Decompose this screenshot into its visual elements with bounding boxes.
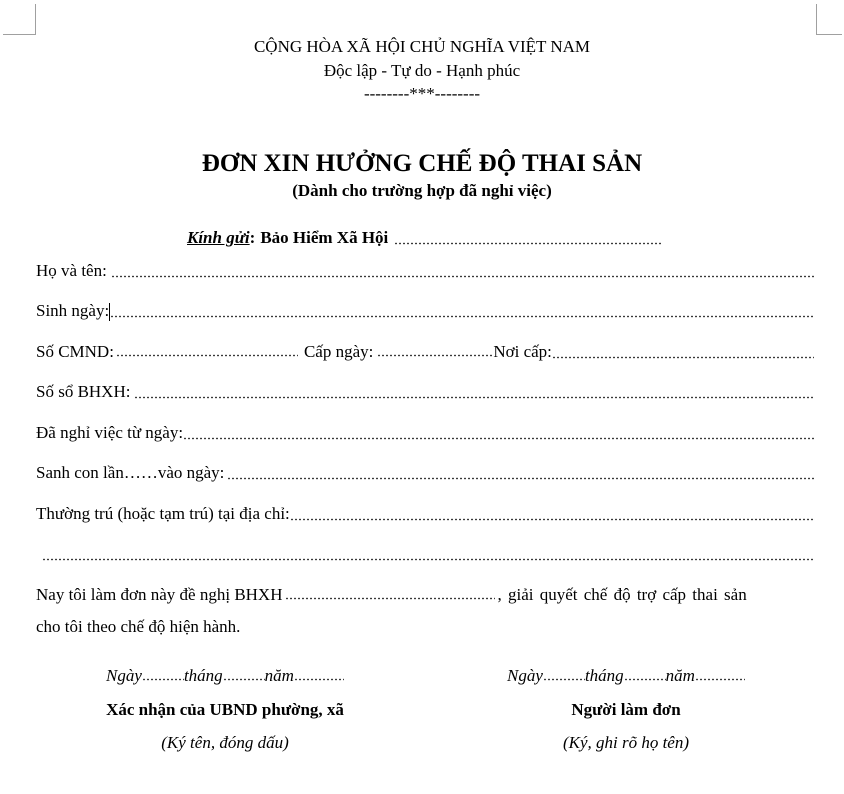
margin-mark-top-right: [816, 34, 842, 35]
field-quit-date: [36, 423, 814, 445]
document-subtitle: (Dành cho trường hợp đã nghỉ việc): [292, 181, 552, 200]
day-label: Ngày: [507, 666, 543, 685]
signature-left-date: [35, 666, 415, 686]
motto: Độc lập - Tự do - Hạnh phúc: [323, 61, 521, 80]
field-label: Số sổ BHXH:: [36, 382, 131, 401]
margin-mark-top-right: [816, 4, 817, 35]
field-blank[interactable]: [110, 315, 814, 318]
field-label: Thường trú (hoặc tạm trú) tại địa chỉ:: [36, 504, 290, 523]
field-address-continued: [42, 544, 814, 566]
request-line-2: cho tôi theo chế độ hiện hành.: [36, 617, 241, 636]
field-label: Nơi cấp:: [493, 342, 552, 361]
month-label: tháng: [584, 666, 624, 685]
field-blank[interactable]: [290, 518, 814, 521]
field-blank[interactable]: [183, 437, 814, 440]
request-text: Nay tôi làm đơn này đề nghị BHXH: [36, 585, 283, 604]
request-line-1: [36, 585, 814, 607]
day-blank[interactable]: [543, 678, 585, 681]
field-blank[interactable]: [134, 396, 814, 399]
field-insurance-no: [36, 382, 814, 404]
signature-right-date: [436, 666, 816, 686]
field-label: Cấp ngày:: [303, 342, 374, 361]
day-label: Ngày: [106, 666, 142, 685]
margin-mark-top-left: [35, 4, 36, 35]
margin-mark-top-left: [3, 34, 36, 35]
field-blank[interactable]: [116, 354, 298, 357]
recipient-blank[interactable]: [394, 242, 662, 245]
field-blank[interactable]: [111, 275, 814, 278]
month-label: tháng: [183, 666, 223, 685]
recipient-colon: :: [249, 228, 256, 247]
field-label: Đã nghỉ việc từ ngày:: [36, 423, 184, 442]
field-name: [36, 261, 814, 283]
separator: --------***--------: [363, 84, 481, 103]
year-blank[interactable]: [294, 678, 344, 681]
signature-left-title: Xác nhận của UBND phường, xã: [106, 700, 344, 719]
country-header: CỘNG HÒA XÃ HỘI CHỦ NGHĨA VIỆT NAM: [253, 37, 591, 56]
field-label: Sanh con lần: [36, 463, 124, 482]
document-title: ĐƠN XIN HƯỞNG CHẾ ĐỘ THAI SẢN: [201, 150, 643, 177]
signature-right-note: (Ký, ghi rõ họ tên): [562, 733, 690, 752]
recipient-line: [187, 228, 662, 250]
signature-right-title: Người làm đơn: [571, 700, 681, 719]
field-birth-order: [36, 463, 814, 485]
signature-left-note: (Ký tên, đóng dấu): [161, 733, 289, 752]
text-cursor: [109, 303, 110, 321]
request-blank[interactable]: [285, 597, 495, 600]
year-blank[interactable]: [695, 678, 745, 681]
field-blank[interactable]: [227, 477, 814, 480]
month-blank[interactable]: [223, 678, 265, 681]
field-address: [36, 504, 814, 526]
field-blank[interactable]: [552, 356, 814, 359]
field-label: vào ngày:: [157, 463, 225, 482]
field-blank[interactable]: [42, 558, 814, 561]
field-id: [36, 342, 814, 364]
year-label: năm: [264, 666, 294, 685]
field-label: Số CMND:: [36, 342, 114, 361]
request-text: , giải quyết chế độ trợ cấp thai sản: [497, 585, 747, 604]
field-blank[interactable]: ……: [123, 463, 158, 482]
recipient-label: Kính gửi: [187, 228, 250, 247]
field-birth: [36, 301, 814, 323]
year-label: năm: [665, 666, 695, 685]
day-blank[interactable]: [142, 678, 184, 681]
month-blank[interactable]: [624, 678, 666, 681]
field-blank[interactable]: [377, 354, 493, 357]
recipient-value: Bảo Hiểm Xã Hội: [260, 228, 389, 247]
field-label: Sinh ngày:: [36, 301, 110, 320]
field-label: Họ và tên:: [36, 261, 107, 280]
